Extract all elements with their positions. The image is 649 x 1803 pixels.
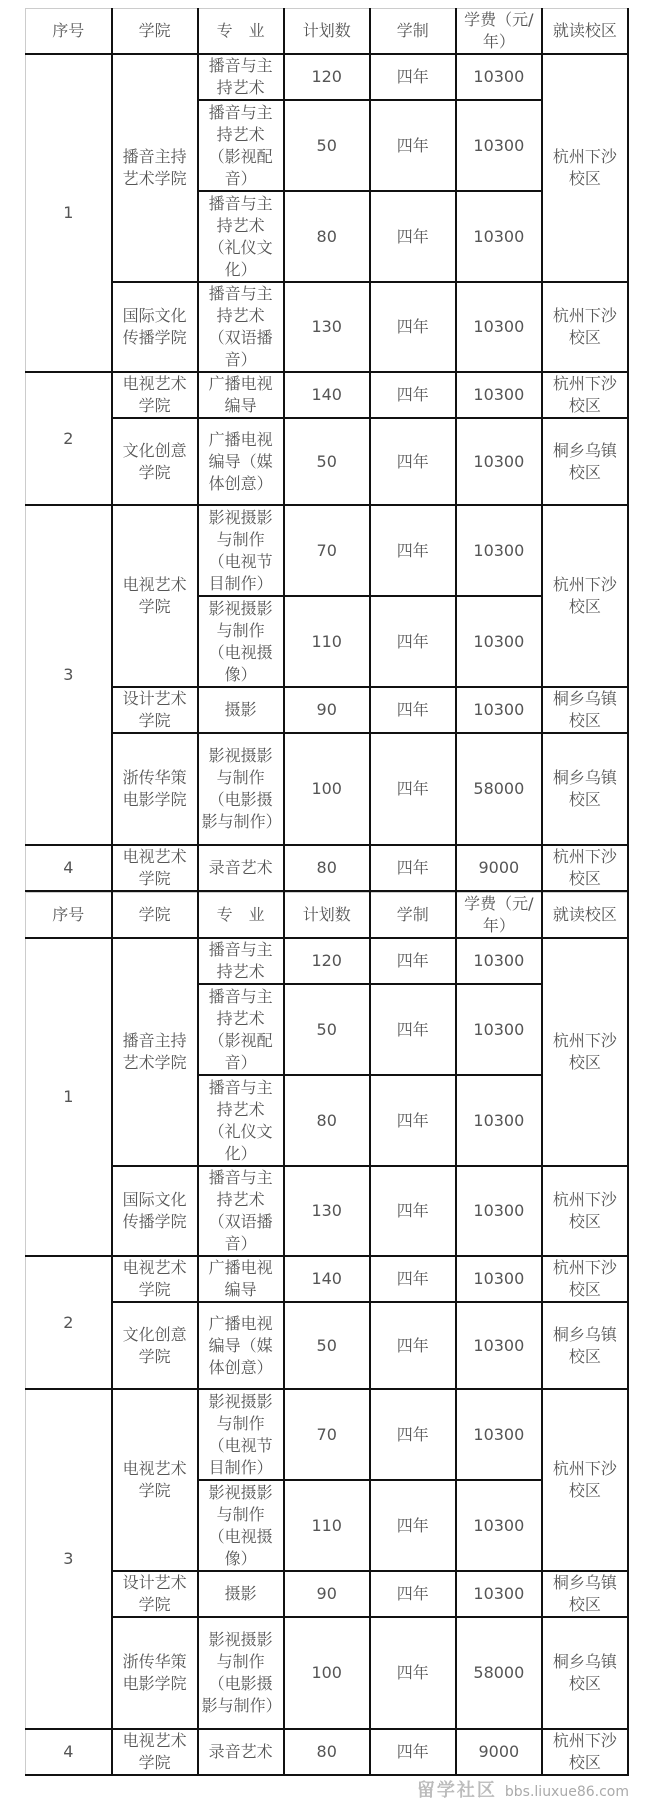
- table-cell: 播音与主持艺术（礼仪文化）: [198, 1075, 284, 1166]
- table-cell: 播音与主持艺术（双语播音）: [198, 282, 284, 372]
- table-cell: 10300: [456, 54, 542, 100]
- table-row: [26, 282, 629, 372]
- table-cell: 9000: [456, 1729, 542, 1775]
- table-row: [26, 418, 629, 505]
- table-row: [26, 733, 629, 845]
- table-cell: 摄影: [198, 1571, 284, 1617]
- table-cell: 电视艺术学院: [112, 1389, 198, 1571]
- table-cell: 80: [284, 1075, 370, 1166]
- table-cell: 播音与主持艺术（影视配音）: [198, 100, 284, 191]
- table-cell: 四年: [370, 1389, 456, 1480]
- table-cell: 杭州下沙校区: [542, 54, 628, 282]
- table-cell: 杭州下沙校区: [542, 1166, 628, 1256]
- table-cell: 四年: [370, 418, 456, 505]
- table-row: [26, 505, 629, 596]
- table-cell: 杭州下沙校区: [542, 938, 628, 1166]
- table-cell: 90: [284, 1571, 370, 1617]
- table-cell: 播音与主持艺术: [198, 938, 284, 984]
- table-cell: 四年: [370, 100, 456, 191]
- table-cell: 四年: [370, 1480, 456, 1571]
- table-cell: 3: [26, 1389, 112, 1729]
- table-cell: 杭州下沙校区: [542, 372, 628, 418]
- table-cell: 四年: [370, 1256, 456, 1302]
- table-cell: 广播电视编导: [198, 1256, 284, 1302]
- table-cell: 广播电视编导（媒体创意）: [198, 1302, 284, 1389]
- table-cell: 120: [284, 938, 370, 984]
- table-row: [26, 687, 629, 733]
- table-cell: 广播电视编导: [198, 372, 284, 418]
- table-cell: 1: [26, 54, 112, 372]
- table-cell: 10300: [456, 1571, 542, 1617]
- table-row: [26, 1617, 629, 1729]
- table-cell: 桐乡乌镇校区: [542, 1571, 628, 1617]
- table-cell: 播音与主持艺术: [198, 54, 284, 100]
- column-header: 专 业: [198, 893, 284, 939]
- table-cell: 四年: [370, 1166, 456, 1256]
- table-cell: 四年: [370, 505, 456, 596]
- table-row: [26, 1571, 629, 1617]
- enrollment-table: [25, 8, 629, 892]
- table-cell: 10300: [456, 505, 542, 596]
- table-cell: 桐乡乌镇校区: [542, 1617, 628, 1729]
- table-cell: 影视摄影与制作（电视摄像）: [198, 596, 284, 687]
- table-cell: 140: [284, 1256, 370, 1302]
- table-row: [26, 1389, 629, 1480]
- table-cell: 110: [284, 1480, 370, 1571]
- table-cell: 四年: [370, 733, 456, 845]
- table-row: [26, 1166, 629, 1256]
- table-cell: 电视艺术学院: [112, 845, 198, 891]
- watermark: [0, 1780, 629, 1803]
- table-cell: 四年: [370, 282, 456, 372]
- table-cell: 四年: [370, 1075, 456, 1166]
- table-cell: 10300: [456, 418, 542, 505]
- table-cell: 130: [284, 282, 370, 372]
- table-cell: 影视摄影与制作（电视摄像）: [198, 1480, 284, 1571]
- table-cell: 3: [26, 505, 112, 845]
- table-cell: 2: [26, 372, 112, 505]
- table-cell: 桐乡乌镇校区: [542, 1302, 628, 1389]
- table-cell: 10300: [456, 282, 542, 372]
- table-cell: 播音与主持艺术（礼仪文化）: [198, 191, 284, 282]
- table-cell: 58000: [456, 733, 542, 845]
- table-cell: 140: [284, 372, 370, 418]
- table-cell: 120: [284, 54, 370, 100]
- table-cell: 浙传华策电影学院: [112, 733, 198, 845]
- table-cell: 58000: [456, 1617, 542, 1729]
- table-cell: 文化创意学院: [112, 1302, 198, 1389]
- table-cell: 国际文化传播学院: [112, 1166, 198, 1256]
- table-cell: 杭州下沙校区: [542, 1389, 628, 1571]
- table-cell: 10300: [456, 687, 542, 733]
- table-cell: 录音艺术: [198, 845, 284, 891]
- table-cell: 10300: [456, 938, 542, 984]
- table-cell: 浙传华策电影学院: [112, 1617, 198, 1729]
- table-cell: 70: [284, 1389, 370, 1480]
- table-cell: 桐乡乌镇校区: [542, 418, 628, 505]
- column-header: 就读校区: [542, 9, 628, 55]
- enrollment-tables: [25, 0, 629, 1776]
- table-cell: 广播电视编导（媒体创意）: [198, 418, 284, 505]
- table-cell: 10300: [456, 100, 542, 191]
- table-cell: 影视摄影与制作（电视节目制作）: [198, 505, 284, 596]
- table-cell: 100: [284, 733, 370, 845]
- table-cell: 10300: [456, 1480, 542, 1571]
- table-cell: 播音与主持艺术（影视配音）: [198, 984, 284, 1075]
- table-row: [26, 54, 629, 100]
- column-header: 学制: [370, 9, 456, 55]
- table-cell: 影视摄影与制作（电影摄影与制作）: [198, 1617, 284, 1729]
- column-header: 序号: [26, 9, 112, 55]
- table-cell: 四年: [370, 938, 456, 984]
- table-cell: 10300: [456, 1302, 542, 1389]
- table-cell: 四年: [370, 984, 456, 1075]
- table-cell: 播音主持艺术学院: [112, 938, 198, 1166]
- table-cell: 50: [284, 1302, 370, 1389]
- table-cell: 四年: [370, 54, 456, 100]
- table-cell: 录音艺术: [198, 1729, 284, 1775]
- table-cell: 9000: [456, 845, 542, 891]
- table-cell: 100: [284, 1617, 370, 1729]
- table-row: [26, 938, 629, 984]
- column-header: 学制: [370, 893, 456, 939]
- header-row: [26, 9, 629, 55]
- table-cell: 杭州下沙校区: [542, 282, 628, 372]
- table-cell: 80: [284, 845, 370, 891]
- table-row: [26, 372, 629, 418]
- table-cell: 国际文化传播学院: [112, 282, 198, 372]
- column-header: 学院: [112, 893, 198, 939]
- table-cell: 电视艺术学院: [112, 1256, 198, 1302]
- table-cell: 设计艺术学院: [112, 1571, 198, 1617]
- column-header: 序号: [26, 893, 112, 939]
- table-cell: 影视摄影与制作（电影摄影与制作）: [198, 733, 284, 845]
- table-cell: 杭州下沙校区: [542, 505, 628, 687]
- table-cell: 80: [284, 1729, 370, 1775]
- table-cell: 10300: [456, 1256, 542, 1302]
- table-cell: 影视摄影与制作（电视节目制作）: [198, 1389, 284, 1480]
- table-cell: 2: [26, 1256, 112, 1389]
- table-cell: 四年: [370, 1617, 456, 1729]
- table-cell: 四年: [370, 845, 456, 891]
- table-cell: 四年: [370, 191, 456, 282]
- table-cell: 110: [284, 596, 370, 687]
- watermark-url: bbs.liuxue86.com: [504, 1784, 629, 1800]
- table-cell: 90: [284, 687, 370, 733]
- table-cell: 4: [26, 845, 112, 891]
- table-cell: 四年: [370, 372, 456, 418]
- table-cell: 70: [284, 505, 370, 596]
- table-cell: 文化创意学院: [112, 418, 198, 505]
- table-cell: 电视艺术学院: [112, 505, 198, 687]
- table-cell: 播音主持艺术学院: [112, 54, 198, 282]
- table-cell: 桐乡乌镇校区: [542, 687, 628, 733]
- table-cell: 电视艺术学院: [112, 372, 198, 418]
- table-cell: 10300: [456, 1075, 542, 1166]
- table-cell: 四年: [370, 1302, 456, 1389]
- table-cell: 四年: [370, 596, 456, 687]
- table-cell: 50: [284, 418, 370, 505]
- table-cell: 130: [284, 1166, 370, 1256]
- table-row: [26, 1729, 629, 1775]
- column-header: 就读校区: [542, 893, 628, 939]
- column-header: 学费（元/年）: [456, 893, 542, 939]
- column-header: 计划数: [284, 9, 370, 55]
- table-cell: 10300: [456, 984, 542, 1075]
- table-row: [26, 1302, 629, 1389]
- table-cell: 10300: [456, 596, 542, 687]
- watermark-title: 留学社区: [416, 1780, 497, 1801]
- column-header: 专 业: [198, 9, 284, 55]
- table-row: [26, 845, 629, 891]
- table-cell: 杭州下沙校区: [542, 1729, 628, 1775]
- enrollment-table: [25, 892, 629, 1776]
- table-cell: 10300: [456, 1389, 542, 1480]
- table-row: [26, 1256, 629, 1302]
- column-header: 学院: [112, 9, 198, 55]
- table-cell: 杭州下沙校区: [542, 1256, 628, 1302]
- table-cell: 10300: [456, 372, 542, 418]
- table-cell: 4: [26, 1729, 112, 1775]
- table-cell: 10300: [456, 1166, 542, 1256]
- table-cell: 四年: [370, 1571, 456, 1617]
- table-cell: 桐乡乌镇校区: [542, 733, 628, 845]
- table-cell: 80: [284, 191, 370, 282]
- column-header: 计划数: [284, 893, 370, 939]
- table-cell: 电视艺术学院: [112, 1729, 198, 1775]
- table-cell: 杭州下沙校区: [542, 845, 628, 891]
- table-cell: 50: [284, 984, 370, 1075]
- table-cell: 四年: [370, 687, 456, 733]
- table-cell: 四年: [370, 1729, 456, 1775]
- header-row: [26, 893, 629, 939]
- column-header: 学费（元/年）: [456, 9, 542, 55]
- table-cell: 1: [26, 938, 112, 1256]
- table-cell: 播音与主持艺术（双语播音）: [198, 1166, 284, 1256]
- table-cell: 设计艺术学院: [112, 687, 198, 733]
- table-cell: 摄影: [198, 687, 284, 733]
- table-cell: 50: [284, 100, 370, 191]
- table-cell: 10300: [456, 191, 542, 282]
